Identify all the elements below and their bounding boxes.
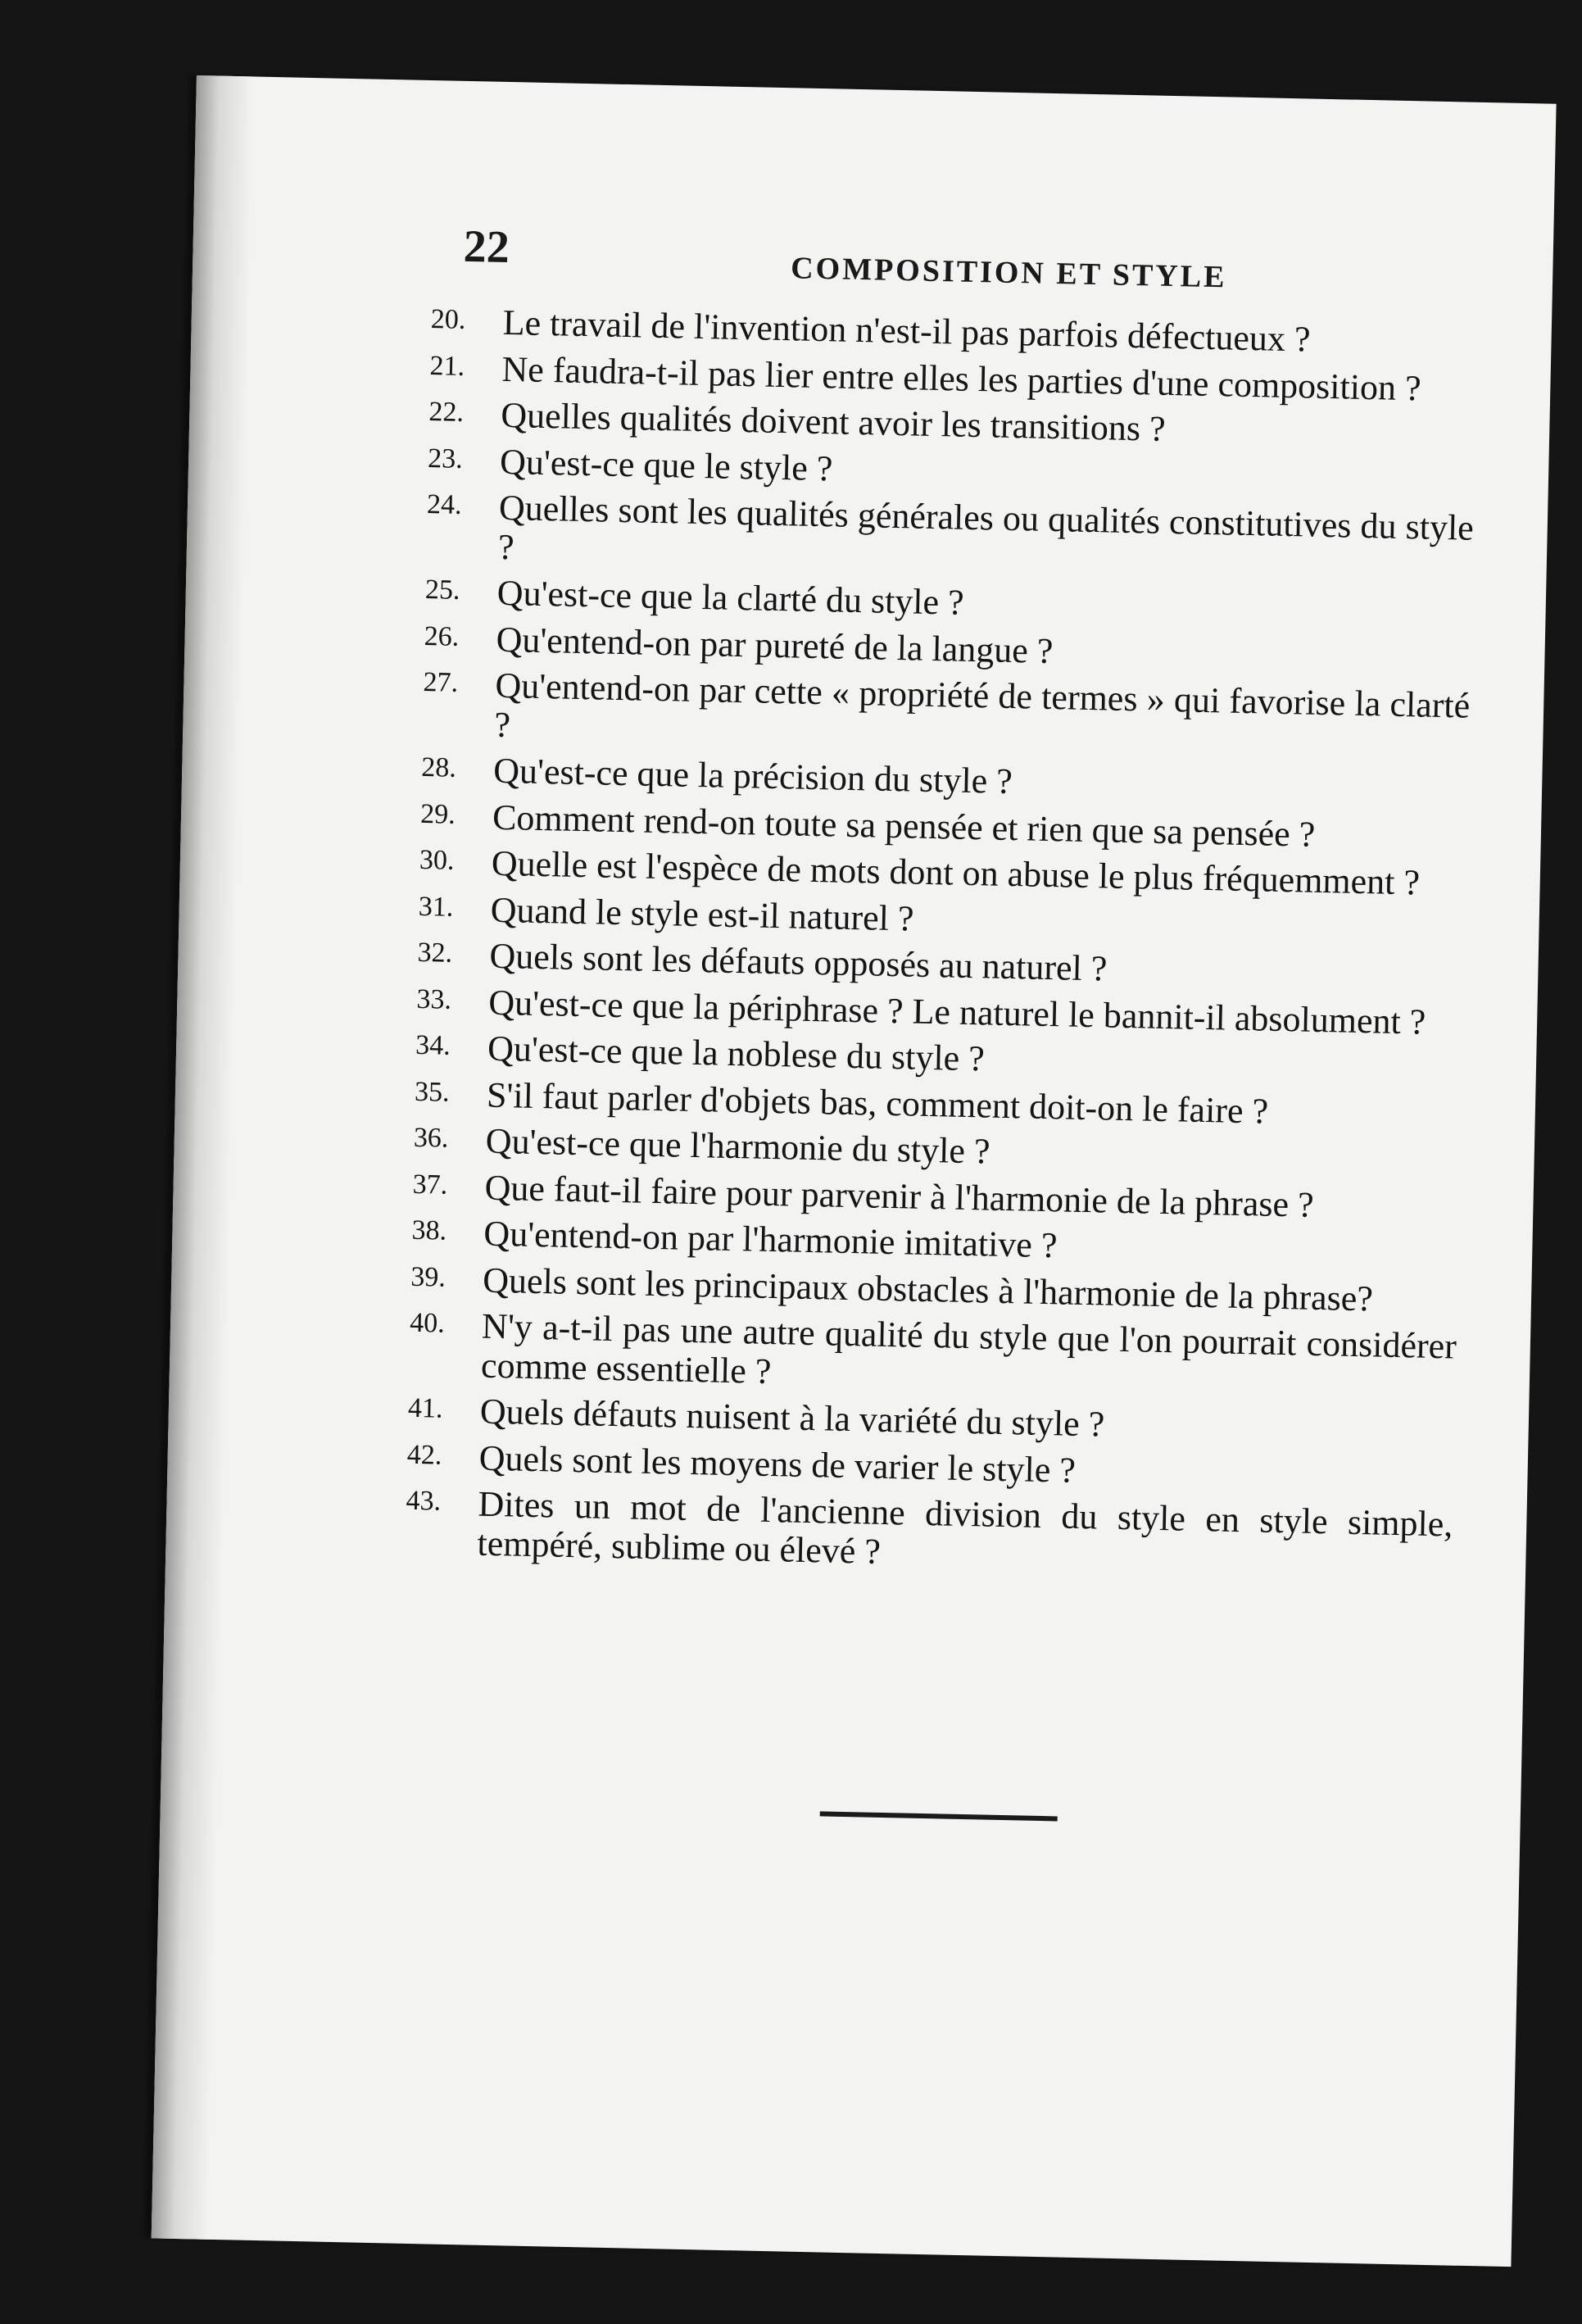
book-page <box>152 75 1557 2267</box>
question-number: 38. <box>411 1215 447 1247</box>
question-text: Quels sont les moyens de varier le style ? <box>478 1437 1077 1491</box>
question-number: 33. <box>416 983 452 1015</box>
question-number: 23. <box>427 443 464 474</box>
question-number: 42. <box>406 1439 442 1471</box>
question-item <box>409 1305 1457 1405</box>
question-number: 37. <box>412 1169 448 1201</box>
question-text: Qu'est-ce que l'harmonie du style ? <box>485 1120 990 1172</box>
question-number: 25. <box>424 574 460 606</box>
question-text: Comment rend-on toute sa pensée et rien que sa pensée ? <box>492 797 1316 855</box>
question-text: Quels sont les défauts opposés au naturel ? <box>489 935 1108 989</box>
question-text: Qu'est-ce que la précision du style ? <box>492 750 1013 802</box>
question-text: Dites un mot de l'ancienne division du style en style simple, tempéré, sublime ou élevé ? <box>477 1483 1453 1572</box>
question-number: 26. <box>424 620 460 652</box>
question-number: 29. <box>419 798 456 830</box>
question-number: 41. <box>407 1393 443 1425</box>
question-text: Quelles sont les qualités générales ou qualités constitutives du style ? <box>497 487 1475 567</box>
question-text: Quand le style est-il naturel ? <box>490 889 914 939</box>
running-title: COMPOSITION ET STYLE <box>790 251 1227 295</box>
question-text: Ne faudra-t-il pas lier entre elles les parties d'une composition ? <box>501 348 1422 408</box>
question-number: 35. <box>414 1076 450 1108</box>
question-text: Qu'est-ce que la périphrase ? Le naturel le bannit-il absolument ? <box>487 982 1426 1042</box>
question-text: Que faut-il faire pour parvenir à l'harmonie de la phrase ? <box>484 1167 1315 1225</box>
question-text: Qu'entend-on par cette « propriété de termes » qui favorise la clarté ? <box>493 665 1471 745</box>
question-text: Qu'est-ce que le style ? <box>499 441 833 488</box>
end-rule <box>820 1811 1058 1821</box>
question-text: Quels sont les principaux obstacles à l'harmonie de la phrase? <box>482 1260 1374 1319</box>
question-text: Qu'est-ce que la noblese du style ? <box>487 1028 986 1079</box>
question-text: Quels défauts nuisent à la variété du style ? <box>479 1391 1105 1445</box>
question-number: 32. <box>417 937 453 969</box>
question-text: Qu'entend-on par pureté de la langue ? <box>496 619 1054 671</box>
question-text: N'y a-t-il pas une autre qualité du style que l'on pourrait considérer comme essentielle ? <box>480 1305 1457 1391</box>
question-number: 40. <box>409 1308 446 1340</box>
question-number: 21. <box>429 350 465 382</box>
question-number: 31. <box>418 891 454 923</box>
question-list <box>406 302 1478 1591</box>
question-item <box>406 1483 1453 1583</box>
question-number: 43. <box>406 1486 442 1518</box>
question-number: 39. <box>410 1261 446 1293</box>
question-number: 20. <box>430 304 466 335</box>
question-text: Le travail de l'invention n'est-il pas parfois défectueux ? <box>502 302 1312 360</box>
question-number: 24. <box>426 489 462 520</box>
question-text: S'il faut parler d'objets bas, comment doit-on le faire ? <box>486 1074 1269 1132</box>
question-item <box>426 487 1475 587</box>
question-number: 34. <box>415 1030 451 1061</box>
question-number: 22. <box>428 397 465 428</box>
question-text: Qu'est-ce que la clarté du style ? <box>496 572 965 623</box>
question-item <box>423 665 1471 765</box>
question-number: 30. <box>419 845 455 876</box>
question-number: 28. <box>420 752 457 783</box>
question-text: Quelles qualités doivent avoir les transitions ? <box>500 394 1167 449</box>
question-text: Quelle est l'espèce de mots dont on abuse le plus fréquemment ? <box>491 842 1421 903</box>
page-number: 22 <box>463 220 510 274</box>
question-text: Qu'entend-on par l'harmonie imitative ? <box>483 1213 1058 1266</box>
question-number: 36. <box>413 1123 449 1154</box>
question-number: 27. <box>423 667 459 698</box>
